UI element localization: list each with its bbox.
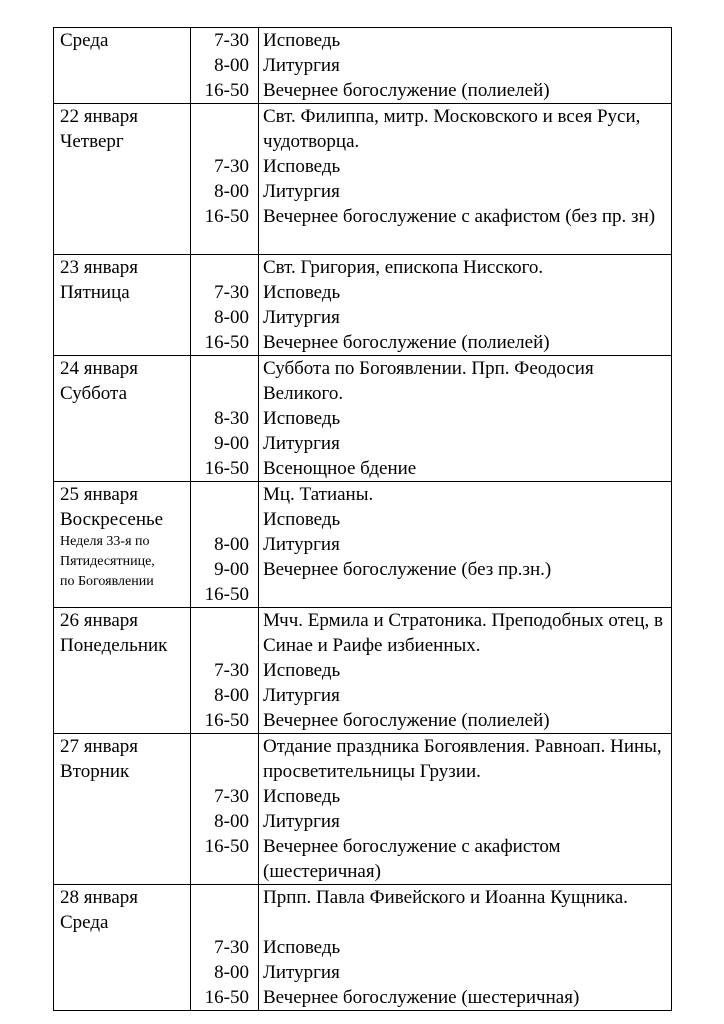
service-time: 8-00 bbox=[214, 962, 249, 983]
time-cell bbox=[191, 28, 259, 104]
day-note-line: по Богоявлении bbox=[60, 574, 154, 589]
day-weekday: Пятница bbox=[60, 282, 130, 303]
service-name: Вечернее богослужение с акафистом (без пр. зн) bbox=[263, 206, 656, 227]
service-name: Литургия bbox=[263, 433, 340, 454]
time-cell bbox=[191, 255, 259, 356]
time-cell bbox=[191, 104, 259, 255]
service-name: Литургия bbox=[263, 55, 340, 76]
day-cell bbox=[54, 28, 191, 104]
day-date: 26 января bbox=[60, 610, 139, 631]
service-time: 8-00 bbox=[214, 181, 249, 202]
service-name: Литургия bbox=[263, 811, 340, 832]
day-note-line: Пятидесятнице, bbox=[60, 554, 155, 569]
time-cell bbox=[191, 482, 259, 608]
day-weekday: Суббота bbox=[60, 383, 128, 404]
day-date: 23 января bbox=[60, 257, 139, 278]
service-name: Вечернее богослужение (полиелей) bbox=[263, 710, 550, 731]
service-time: 8-00 bbox=[214, 55, 249, 76]
time-cell bbox=[191, 608, 259, 734]
service-time: 16-50 bbox=[204, 332, 249, 353]
service-name: Литургия bbox=[263, 181, 340, 202]
feast-title: Суббота по Богоявлении. Прп. Феодосия Великого. bbox=[263, 358, 594, 404]
schedule-row bbox=[54, 608, 672, 734]
service-cell bbox=[259, 104, 672, 255]
schedule-body bbox=[54, 28, 672, 1011]
day-cell bbox=[54, 885, 191, 1011]
day-note-line: Неделя 33-я по bbox=[60, 534, 150, 549]
service-time: 7-30 bbox=[214, 786, 249, 807]
feast-title: Мц. Татианы. bbox=[263, 484, 374, 505]
day-cell bbox=[54, 104, 191, 255]
service-name: Исповедь bbox=[263, 937, 341, 958]
feast-title: Прпп. Павла Фивейского и Иоанна Кущника. bbox=[263, 887, 628, 908]
schedule-row bbox=[54, 104, 672, 255]
feast-title: Свт. Филиппа, митр. Московского и всея Руси, чудотворца. bbox=[263, 106, 641, 152]
service-cell bbox=[259, 608, 672, 734]
day-weekday: Воскресенье bbox=[60, 509, 164, 530]
feast-title: Отдание праздника Богоявления. Равноап. Нины, просветительницы Грузии. bbox=[263, 736, 662, 782]
service-name: Исповедь bbox=[263, 408, 341, 429]
service-name: Литургия bbox=[263, 534, 340, 555]
day-weekday: Среда bbox=[60, 912, 109, 933]
service-time: 16-50 bbox=[204, 458, 249, 479]
day-date: 28 января bbox=[60, 887, 139, 908]
service-time: 9-00 bbox=[214, 559, 249, 580]
service-name: Исповедь bbox=[263, 786, 341, 807]
schedule-row bbox=[54, 885, 672, 1011]
service-time: 9-00 bbox=[214, 433, 249, 454]
service-cell bbox=[259, 356, 672, 482]
day-weekday: Понедельник bbox=[60, 635, 168, 656]
service-name: Исповедь bbox=[263, 282, 341, 303]
service-name: Исповедь bbox=[263, 509, 341, 530]
time-cell bbox=[191, 734, 259, 885]
feast-title: Мчч. Ермила и Стратоника. Преподобных отец, в Синае и Раифе избиенных. bbox=[263, 610, 663, 656]
service-name: Исповедь bbox=[263, 30, 341, 51]
service-time: 8-00 bbox=[214, 534, 249, 555]
service-time: 16-50 bbox=[204, 80, 249, 101]
service-name: Исповедь bbox=[263, 660, 341, 681]
day-date: 24 января bbox=[60, 358, 139, 379]
service-name: Вечернее богослужение с акафистом (шестеричная) bbox=[263, 836, 561, 882]
service-time: 7-30 bbox=[214, 660, 249, 681]
day-cell bbox=[54, 608, 191, 734]
day-cell bbox=[54, 734, 191, 885]
service-time: 16-50 bbox=[204, 710, 249, 731]
time-cell bbox=[191, 356, 259, 482]
day-cell bbox=[54, 255, 191, 356]
schedule-row bbox=[54, 255, 672, 356]
service-cell bbox=[259, 482, 672, 608]
day-weekday: Среда bbox=[60, 30, 109, 51]
day-date: 27 января bbox=[60, 736, 139, 757]
service-time: 8-00 bbox=[214, 811, 249, 832]
service-cell bbox=[259, 734, 672, 885]
service-time: 8-00 bbox=[214, 307, 249, 328]
service-time: 16-50 bbox=[204, 206, 249, 227]
service-cell bbox=[259, 28, 672, 104]
schedule-row bbox=[54, 482, 672, 608]
service-time: 7-30 bbox=[214, 30, 249, 51]
day-weekday: Вторник bbox=[60, 761, 130, 782]
service-name: Литургия bbox=[263, 962, 340, 983]
service-time: 16-50 bbox=[204, 836, 249, 857]
service-cell bbox=[259, 255, 672, 356]
time-cell bbox=[191, 885, 259, 1011]
service-name: Вечернее богослужение (полиелей) bbox=[263, 332, 550, 353]
schedule-row bbox=[54, 28, 672, 104]
service-name: Вечернее богослужение (полиелей) bbox=[263, 80, 550, 101]
service-name: Литургия bbox=[263, 307, 340, 328]
day-cell bbox=[54, 482, 191, 608]
schedule-row bbox=[54, 734, 672, 885]
service-name: Литургия bbox=[263, 685, 340, 706]
service-time: 7-30 bbox=[214, 156, 249, 177]
schedule-row bbox=[54, 356, 672, 482]
day-cell bbox=[54, 356, 191, 482]
service-name: Всенощное бдение bbox=[263, 458, 417, 479]
schedule-table bbox=[53, 27, 672, 1011]
service-time: 7-30 bbox=[214, 937, 249, 958]
service-time: 8-00 bbox=[214, 685, 249, 706]
service-name: Вечернее богослужение (шестеричная) bbox=[263, 987, 580, 1008]
day-weekday: Четверг bbox=[60, 131, 124, 152]
service-cell bbox=[259, 885, 672, 1011]
service-time: 7-30 bbox=[214, 282, 249, 303]
service-name: Исповедь bbox=[263, 156, 341, 177]
service-time: 8-30 bbox=[214, 408, 249, 429]
service-name: Вечернее богослужение (без пр.зн.) bbox=[263, 559, 552, 580]
feast-title: Свт. Григория, епископа Нисского. bbox=[263, 257, 544, 278]
service-time: 16-50 bbox=[204, 987, 249, 1008]
day-date: 25 января bbox=[60, 484, 139, 505]
day-date: 22 января bbox=[60, 106, 139, 127]
service-time: 16-50 bbox=[204, 584, 249, 605]
